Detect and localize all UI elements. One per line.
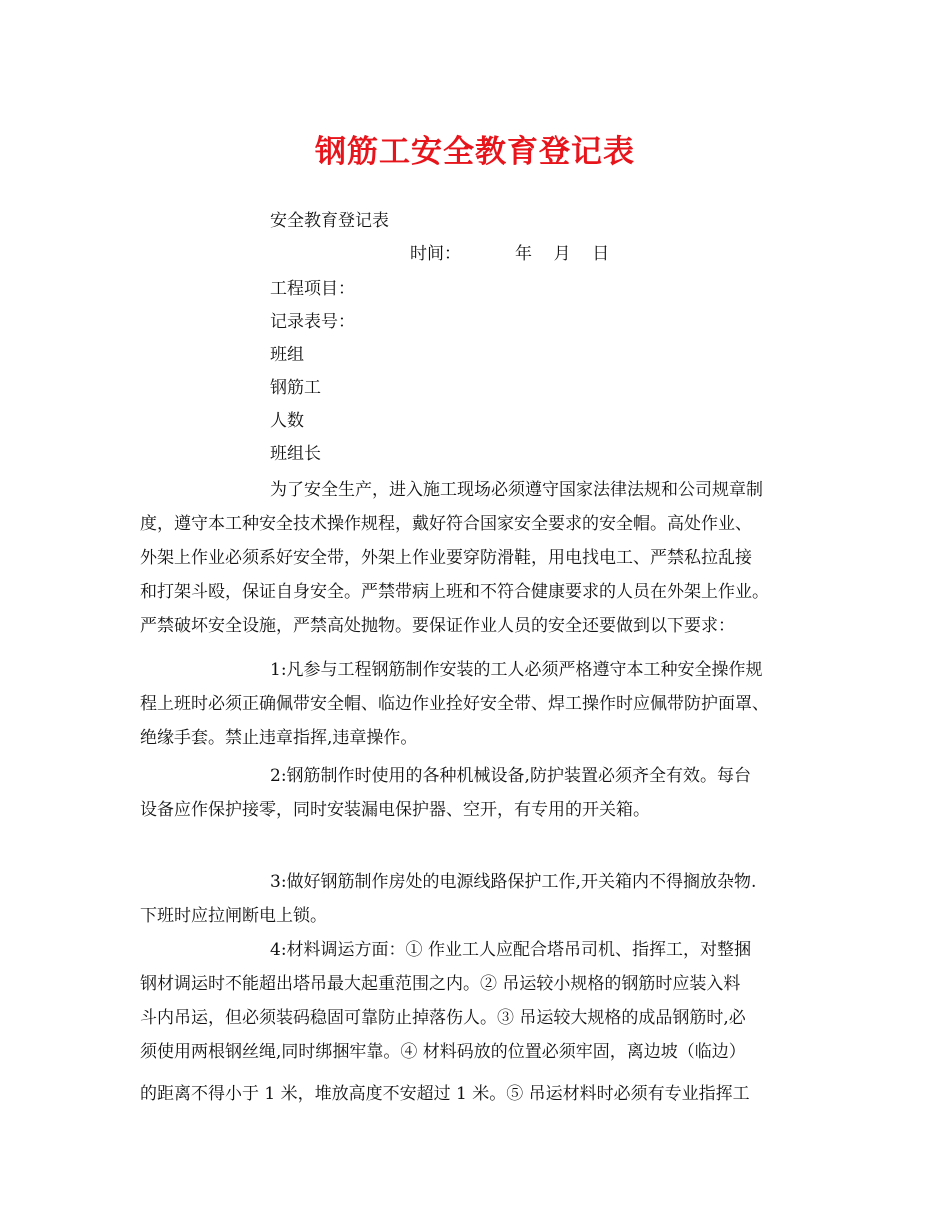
intro-line: 和打架斗殴，保证自身安全。严禁带病上班和不符合健康要求的人员在外架上作业。 (140, 582, 769, 602)
record-number-field: 记录表号： (270, 312, 355, 332)
rule-1-line: 程上班时必须正确佩带安全帽、临边作业拴好安全带、焊工操作时应佩带防护面罩、 (140, 694, 769, 714)
rule-4-line: 须使用两根钢丝绳,同时绑捆牢靠。④ 材料码放的位置必须牢固，离边坡（临边） (140, 1042, 746, 1062)
headcount-field: 人数 (270, 411, 304, 431)
rule-3-line: 3:做好钢筋制作房处的电源线路保护工作,开关箱内不得搁放杂物. (270, 872, 757, 892)
team-leader-field: 班组长 (270, 444, 321, 464)
intro-line: 外架上作业必须系好安全带，外架上作业要穿防滑鞋，用电找电工、严禁私拉乱接 (140, 548, 752, 568)
intro-line: 度，遵守本工种安全技术操作规程，戴好符合国家安全要求的安全帽。高处作业、 (140, 514, 752, 534)
rule-1-line: 1:凡参与工程钢筋制作安装的工人必须严格遵守本工种安全操作规 (270, 660, 763, 680)
rule-3-line: 下班时应拉闸断电上锁。 (140, 906, 327, 926)
rule-4-line: 斗内吊运，但必须装码稳固可靠防止掉落伤人。③ 吊运较大规格的成品钢筋时,必 (140, 1008, 746, 1028)
rule-4-line: 4:材料调运方面：① 作业工人应配合塔吊司机、指挥工，对整捆 (270, 940, 751, 960)
intro-line: 为了安全生产，进入施工现场必须遵守国家法律法规和公司规章制 (270, 480, 763, 500)
rule-4-line: 钢材调运时不能超出塔吊最大起重范围之内。② 吊运较小规格的钢筋时应装入料 (140, 974, 741, 994)
document-title: 钢筋工安全教育登记表 (315, 134, 635, 170)
form-subtitle: 安全教育登记表 (270, 211, 389, 231)
intro-line: 严禁破坏安全设施，严禁高处抛物。要保证作业人员的安全还要做到以下要求： (140, 616, 735, 636)
project-field: 工程项目： (270, 279, 355, 299)
rule-2-line: 设备应作保护接零，同时安装漏电保护器、空开，有专用的开关箱。 (140, 800, 650, 820)
trade-field: 钢筋工 (270, 378, 321, 398)
rule-1-line: 绝缘手套。禁止违章指挥,违章操作。 (140, 728, 418, 748)
rule-4-line: 的距离不得小于 1 米，堆放高度不安超过 1 米。⑤ 吊运材料时必须有专业指挥工 (140, 1084, 750, 1104)
team-field: 班组 (270, 345, 304, 365)
date-line: 时间： 年 月 日 (410, 244, 610, 264)
rule-2-line: 2:钢筋制作时使用的各种机械设备,防护装置必须齐全有效。每台 (270, 766, 751, 786)
